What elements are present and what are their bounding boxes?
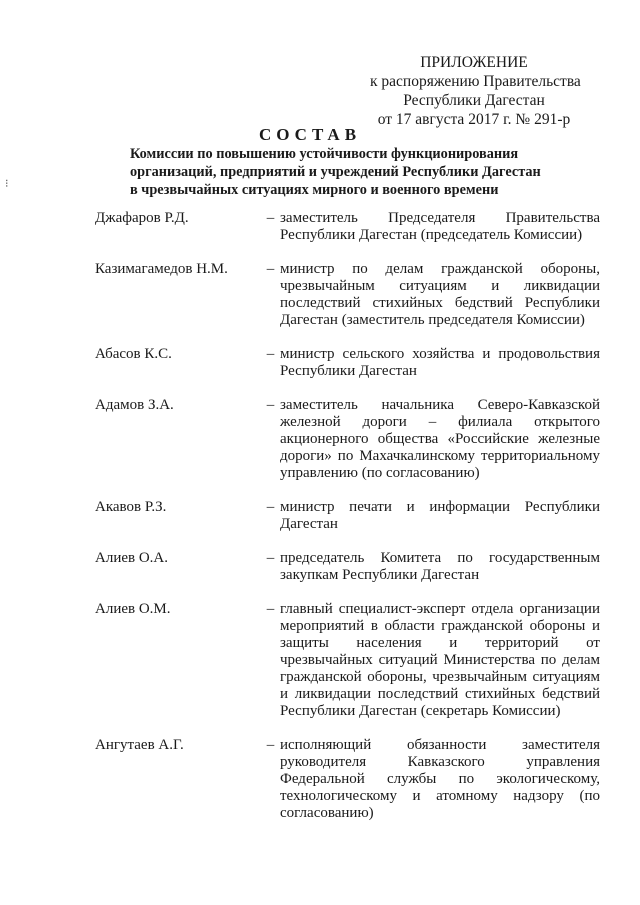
- member-dash: –: [266, 346, 275, 362]
- member-dash: –: [266, 601, 275, 617]
- appendix-line-2: к распоряжению Правительства: [370, 73, 581, 90]
- member-name: Абасов К.С.: [95, 346, 172, 362]
- member-list: [95, 210, 600, 839]
- member-row: [95, 601, 600, 720]
- member-dash: –: [266, 737, 275, 753]
- appendix-line-3: Республики Дагестан: [403, 92, 545, 109]
- member-role: заместитель Председателя Правительства Республики Дагестан (председатель Комиссии): [280, 210, 600, 243]
- member-role: председатель Комитета по государственным закупкам Республики Дагестан: [280, 550, 600, 583]
- member-row: [95, 210, 600, 244]
- member-name: Ангутаев А.Г.: [95, 737, 184, 753]
- document-heading: [130, 125, 541, 199]
- member-role: главный специалист-эксперт отдела организации мероприятий в области гражданской обороны и защиты населения и территорий от чрезвычайных ситуаций Министерства по делам гражданской обороны, чрезвычайным ситуациям и ликвидации последствий стихийных бедствий Республики Дагестан (секретарь Комиссии): [280, 601, 600, 719]
- member-row: [95, 499, 600, 533]
- member-name: Алиев О.А.: [95, 550, 169, 566]
- heading-line-3: в чрезвычайных ситуациях мирного и военного времени: [130, 182, 499, 198]
- appendix-label: ПРИЛОЖЕНИЕ: [420, 54, 528, 71]
- member-dash: –: [266, 550, 275, 566]
- member-row: [95, 397, 600, 482]
- member-name: Алиев О.М.: [95, 601, 171, 617]
- member-name: Казимагамедов Н.М.: [95, 261, 228, 277]
- appendix-date-number: от 17 августа 2017 г. № 291-р: [377, 111, 571, 128]
- appendix-block: [370, 53, 581, 129]
- margin-mark: ⁝: [5, 178, 9, 190]
- heading-line-2: организаций, предприятий и учреждений Республики Дагестан: [130, 164, 541, 180]
- member-role: министр по делам гражданской обороны, чрезвычайным ситуациям и ликвидации последствий стихийных бедствий Республики Дагестан (заместитель председателя Комиссии): [280, 261, 600, 328]
- member-role: исполняющий обязанности заместителя руководителя Кавказского управления Федеральной службы по экологическому, технологическому и атомному надзору (по согласованию): [280, 737, 600, 821]
- member-name: Джафаров Р.Д.: [95, 210, 189, 226]
- member-row: [95, 550, 600, 584]
- heading-line-1: Комиссии по повышению устойчивости функционирования: [130, 146, 519, 162]
- member-dash: –: [266, 210, 275, 226]
- member-role: заместитель начальника Северо-Кавказской железной дороги – филиала открытого акционерного общества «Российские железные дороги» по Махачкалинскому территориальному управлению (по согласованию): [280, 397, 600, 481]
- member-row: [95, 261, 600, 329]
- member-role: министр печати и информации Республики Дагестан: [280, 499, 600, 532]
- member-row: [95, 737, 600, 822]
- member-dash: –: [266, 397, 275, 413]
- member-name: Адамов З.А.: [95, 397, 174, 413]
- member-role: министр сельского хозяйства и продовольствия Республики Дагестан: [280, 346, 600, 379]
- member-name: Акавов Р.З.: [95, 499, 167, 515]
- member-dash: –: [266, 261, 275, 277]
- member-row: [95, 346, 600, 380]
- document-title: СОСТАВ: [258, 125, 362, 144]
- member-dash: –: [266, 499, 275, 515]
